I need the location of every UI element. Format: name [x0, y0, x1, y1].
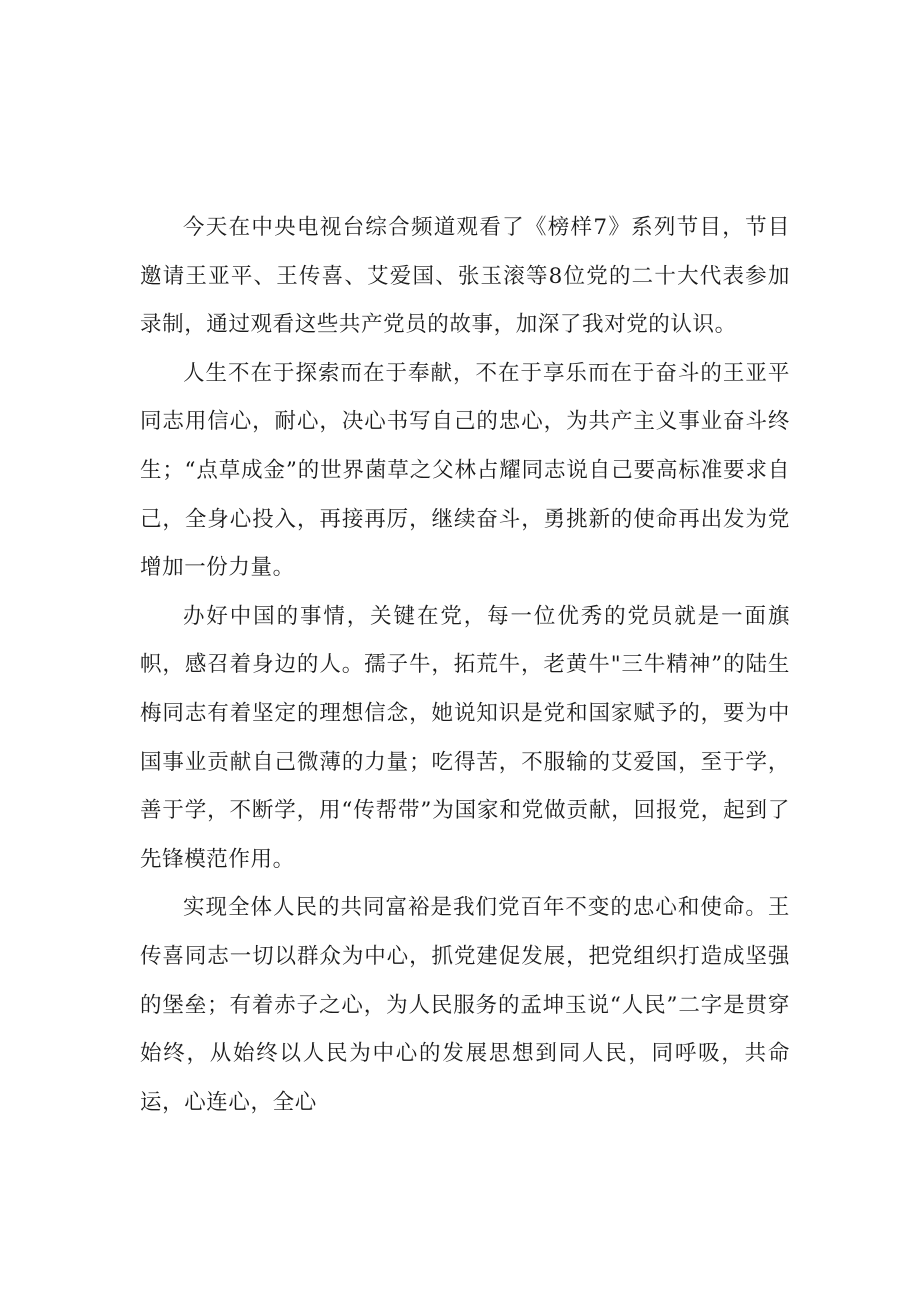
paragraph-3: 办好中国的事情，关键在党，每一位优秀的党员就是一面旗帜，感召着身边的人。孺子牛，拓荒牛，老黄牛"三牛精神”的陆生梅同志有着坚定的理想信念，她说知识是党和国家赋予的，要为中国事业贡献自己微薄的力量；吃得苦，不服输的艾爱国，至于学，善于学，不断学，用“传帮带”为国家和党做贡献，回报党，起到了先锋模范作用。: [140, 603, 790, 872]
paragraph-4: 实现全体人民的共同富裕是我们党百年不变的忠心和使命。王传喜同志一切以群众为中心，抓党建促发展，把党组织打造成坚强的堡垒；有着赤子之心，为人民服务的孟坤玉说“人民”二字是贯穿始终，从始终以人民为中心的发展思想到同人民，同呼吸，共命运，心连心，全心: [140, 895, 790, 1115]
document-page: [140, 204, 790, 1127]
paragraph-1: 今天在中央电视台综合频道观看了《榜样7》系列节目，节目邀请王亚平、王传喜、艾爱国、张玉滚等8位党的二十大代表参加录制，通过观看这些共产党员的故事，加深了我对党的认识。: [140, 215, 790, 338]
paragraph-2: 人生不在于探索而在于奉献，不在于享乐而在于奋斗的王亚平同志用信心，耐心，决心书写自己的忠心，为共产主义事业奋斗终生；“点草成金”的世界菌草之父林占耀同志说自己要高标准要求自己，全身心投入，再接再厉，继续奋斗，勇挑新的使命再出发为党增加一份力量。: [140, 360, 790, 581]
